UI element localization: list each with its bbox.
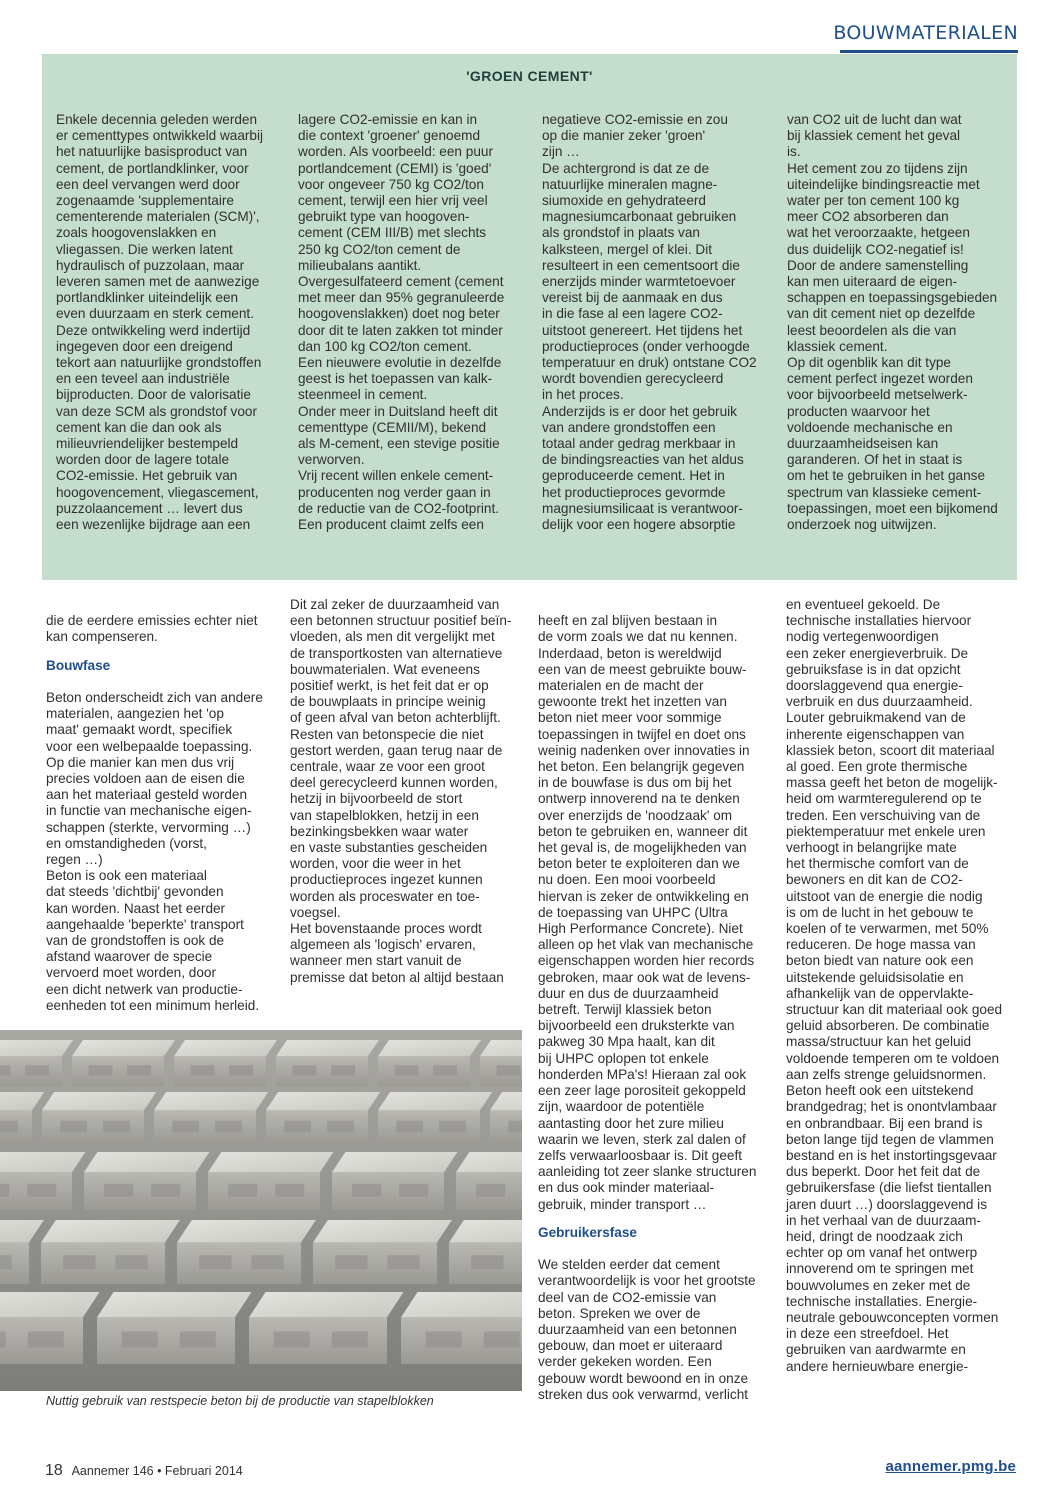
block-top (249, 1292, 404, 1317)
block-top (97, 1292, 252, 1317)
page-number: 18 (45, 1462, 63, 1479)
block-knob (228, 1184, 257, 1197)
block-top (401, 1292, 522, 1317)
block-knob (122, 1332, 158, 1348)
block-top (174, 1040, 277, 1056)
block-knob (103, 1121, 130, 1132)
block-top (154, 1092, 268, 1110)
block-knob (476, 1184, 505, 1197)
block-knob (508, 1121, 522, 1132)
block-knob (0, 1255, 12, 1269)
block-knob (275, 1184, 304, 1197)
sidebar-box-groen-cement (42, 54, 1017, 580)
block-knob (399, 1184, 428, 1197)
box-column-4: van CO2 uit de lucht dan wat bij klassiek cement het geval is. Het cement zou zo tijdens zijn uiteindelijke bindingsreactie met water per ton cement 100 kg meer CO2 absorberen dan wat het veroorzaakte, hetgeen dus duidelijk CO2-negatief is! Door de andere samenstelling kan men uiteraard de eigen- schappen en toepassingsgebieden van dit cement niet op dezelfde leest beoordelen als die van klassiek cement. Op dit ogenblik kan dit type cement perfect ingezet worden voor bijvoorbeeld metselwerk- producten waarvoor het voldoende mechanische en duurzaamheidseisen kan garanderen. Of het in staat is om het te gebruiken in het ganse spectrum van klassieke cement- toepassingen, moet een bijkomend onderzoek nog uitwijzen. (787, 112, 998, 533)
block-knob (229, 1065, 253, 1075)
block-knob (284, 1121, 311, 1132)
section-underline (840, 50, 1018, 53)
block-top (332, 1152, 457, 1172)
block-knob (0, 1065, 10, 1075)
block-knob (215, 1121, 242, 1132)
box-column-3: negatieve CO2-emissie en zou op die manier zeker 'groen' zijn … De achtergrond is dat ze de natuurlijke mineralen magne- siumoxide en gehydrateerd magnesiumcarbonaat gebruiken als grondstof in plaats van kalksteen, mergel of klei. Dit resulteert in een cementsoort die enerzijds minder warmtetoevoer vereist bij de aanmaak en dus in die fase al een lagere CO2- uitstoot genereert. Het tijdens het productieproces (onder verhoogde temperatuur en druk) ontstane CO2 wordt bovendien gerecycleerd in het proces. Anderzijds is er door het gebruik van andere grondstoffen een totaal ander gedrag merkbaar in de bindingsreacties van het aldus geproduceerde cement. Het in het productieproces gevormde magnesiumsilicaat is verantwoor- delijk voor een hogere absorptie (542, 112, 757, 533)
block-top (313, 1220, 452, 1242)
block-top (276, 1040, 379, 1056)
block-top (0, 1152, 85, 1172)
block-knob (251, 1255, 283, 1269)
block-top (42, 1092, 156, 1110)
column-3-body: heeft en zal blijven bestaan in de vorm zoals we dat nu kennen. Inderdaad, beton is wereldwijd een van de meest gebruikte bouw- materialen en de macht der gewoonte trekt het inzetten van beton niet meer voor sommige toepassingen in twijfel en doet ons weinig nadenken over innovaties in het beton. Een belangrijk gegeven in de bouwfase is dus om bij het ontwerp innoverend na te denken over enerzijds de 'noodzaak' om beton te gebruiken en, wanneer dit het geval is, de mogelijkheden van beton beter te exploiteren dan we nu doen. Een mooi voorbeeld hiervan is zeker de ontwikkeling en de toepassing van UHPC (Ultra High Performance Concrete). Niet alleen op het vlak van mechanische eigenschappen worden hier records gebroken, maar ook wat de levens- duur en dus de duurzaamheid betreft. Terwijl klassiek beton bijvoorbeeld een druksterkte van pakweg 30 Mpa haalt, kan dit bij UHPC oplopen tot enkele honderden MPa's! Hieraan zal ook een zeer lage porositeit gekoppeld zijn, waardoor de potentiële aantasting door het zure milieu waarin we leven, sterk zal dalen of zelfs verwaarloosbaar is. Dit geeft aanleiding tot zeer slanke structuren en dus ook minder materiaal- gebruik, minder transport … (538, 613, 757, 1212)
block-knob (327, 1121, 354, 1132)
block-knob (199, 1255, 231, 1269)
block-knob (0, 1332, 6, 1348)
block-knob (332, 1332, 368, 1348)
block-top (0, 1292, 100, 1317)
block-knob (484, 1332, 520, 1348)
block-knob (426, 1332, 462, 1348)
article-column-4: en eventueel gekoeld. De technische installaties hiervoor nodig vertegenwoordigen een zeker energieverbruik. De gebruiksfase is in dat opzicht doorslaggevend qua energie- verbruik en dus duurzaamheid. Louter gebruikmakend van de inherente eigenschappen van klassiek beton, scoort dit materiaal al goed. Een grote thermische massa geeft het beton de mogelijk- heid om warmteregulerend op te treden. Een verschuiving van de piektemperatuur met enkele uren verhoogt in belangrijke mate het thermische comfort van de bewoners en dit kan de CO2- uitstoot van de energie die nodig is om de lucht in het gebouw te koelen of te verwarmen, met 50% reduceren. De hoge massa van beton biedt van nature ook een uitstekende geluidsisolatie en afhankelijk van de oppervlakte- structuur kan dit materiaal ook goed geluid absorberen. De combinatie massa/structuur kan het geluid voldoende temperen om te voldoen aan zelfs strenge geluidsnormen. Beton heeft ook een uitstekend brandgedrag; het is onontvlambaar en onbrandbaar. Bij een brand is beton lange tijd tegen de vlammen bestand en is het instortingsgevaar dus beperkt. Door het feit dat de gebruikersfase (die liefst tientallen jaren duurt …) doorslaggevend is in het verhaal van de duurzaam- heid, dringt de noodzaak zich echter op om vanaf het ontwerp innoverend om te springen met bouwvolumes en zeker met de technische installaties. Energie- neutrale gebouwconcepten vormen in deze een streefdoel. Het gebruiken van aardwarmte en andere hernieuwbare energie- (786, 597, 1003, 1374)
subhead-gebruikersfase: Gebruikersfase (538, 1224, 637, 1240)
block-knob (352, 1184, 381, 1197)
article-column-3 (538, 597, 766, 1403)
block-knob (63, 1255, 95, 1269)
block-knob (172, 1121, 199, 1132)
column-1-intro: die de eerdere emissies echter niet kan compenseren. (46, 613, 258, 645)
block-top (84, 1152, 209, 1172)
block-knob (60, 1121, 87, 1132)
block-knob (89, 1065, 113, 1075)
block-top (0, 1040, 73, 1056)
block-knob (335, 1255, 367, 1269)
block-knob (497, 1065, 521, 1075)
subhead-bouwfase: Bouwfase (46, 657, 111, 673)
block-knob (25, 1065, 49, 1075)
block-top (177, 1220, 316, 1242)
column-1-body: Beton onderscheidt zich van andere materialen, aangezien het 'op maat' gemaakt wordt, specifiek voor een welbepaalde toepassing. Op die manier kan men dus vrij precies voldoen aan de eisen die aan het materiaal gesteld worden in functie van mechanische eigen- schappen (sterkte, vervorming …) en omstandigheden (vorst, regen …) Beton is ook een materiaal dat steeds 'dichtbij' gevonden kan worden. Naast het eerder aangehaalde 'beperkte' transport van de grondstoffen is ook de afstand waarover de specie vervoerd moet worden, door een dicht netwerk van productie- eenheden tot een minimum herleid. (46, 690, 263, 1013)
block-knob (387, 1255, 419, 1269)
block-knob (0, 1121, 18, 1132)
block-knob (396, 1121, 423, 1132)
block-knob (127, 1065, 151, 1075)
block-knob (28, 1332, 64, 1348)
footer-issue (45, 1462, 243, 1480)
website-link[interactable]: aannemer.pmg.be (885, 1458, 1016, 1475)
block-knob (293, 1065, 317, 1075)
block-top (72, 1040, 175, 1056)
article-column-2: Dit zal zeker de duurzaamheid van een betonnen structuur positief beïn- vloeden, als men dit vergelijkt met de transportkosten van alternatieve bouwmaterialen. Wat eveneens positief werkt, is het feit dat er op de bouwplaats in principe weinig of geen afval van beton achterblijft. Resten van betonspecie die niet gestort werden, gaan terug naar de centrale, waar ze voor een groot deel gerecycleerd kunnen worden, hetzij in bijvoorbeeld de stort van stapelblokken, hetzij in een bezinkingsbekken waar water en vaste substanties gescheiden worden, voor die weer in het productieproces ingezet kunnen worden als proceswater en toe- voegsel. Het bovenstaande proces wordt algemeen als 'logisch' ervaren, wanneer men start vanuit de premisse dat beton al altijd bestaan (290, 597, 512, 985)
column-3-after: We stelden eerder dat cement verantwoordelijk is voor het grootste deel van de CO2-emissie van beton. Spreken we over de duurzaamheid van een betonnen gebouw, dan moet er uiteraard verder gekeken worden. Een gebouw wordt bewoond en in onze streken dus ook verwarmd, verlicht (538, 1257, 756, 1402)
block-top (378, 1092, 492, 1110)
block-knob (331, 1065, 355, 1075)
block-knob (439, 1121, 466, 1132)
block-knob (433, 1065, 457, 1075)
block-knob (395, 1065, 419, 1075)
block-knob (27, 1184, 56, 1197)
block-knob (104, 1184, 133, 1197)
box-title: 'GROEN CEMENT' (466, 68, 593, 84)
block-knob (151, 1184, 180, 1197)
issue-info: Aannemer 146 • Februari 2014 (71, 1464, 243, 1478)
section-label: BOUWMATERIALEN (833, 22, 1018, 44)
article-column-1 (46, 597, 274, 1014)
photo-stacking-blocks (0, 1030, 522, 1391)
block-top (41, 1220, 180, 1242)
block-knob (115, 1255, 147, 1269)
block-top (378, 1040, 481, 1056)
block-knob (180, 1332, 216, 1348)
block-knob (0, 1184, 9, 1197)
block-top (266, 1092, 380, 1110)
block-top (208, 1152, 333, 1172)
block-knob (274, 1332, 310, 1348)
box-column-2: lagere CO2-emissie en kan in die context 'groener' genoemd worden. Als voorbeeld: een puur portlandcement (CEMI) is 'goed' voor ongeveer 750 kg CO2/ton cement, terwijl een hier vrij veel gebruikt type van hoogoven- cement (CEM III/B) met slechts 250 kg CO2/ton cement de milieubalans aantikt. Overgesulfateerd cement (cement met meer dan 95% gegranuleerde hoogovenslakken) doet nog beter door dit te laten zakken tot minder dan 100 kg CO2/ton cement. Een nieuwere evolutie in dezelfde geest is het toepassen van kalk- steenmeel in cement. Onder meer in Duitsland heeft dit cementtype (CEMII/M), bekend als M-cement, een stevige positie verworven. Vrij recent willen enkele cement- producenten nog verder gaan in de reductie van de CO2-footprint. Een producent claimt zelfs een (298, 112, 505, 533)
concrete-blocks-illustration (0, 1030, 522, 1391)
block-knob (191, 1065, 215, 1075)
block-knob (471, 1255, 503, 1269)
box-column-1: Enkele decennia geleden werden er cementtypes ontwikkeld waarbij het natuurlijke basisproduct van cement, de portlandklinker, voor een deel vervangen werd door zogenaamde 'supplementaire cementerende materialen (SCM)', zoals hoogovenslakken en vliegassen. Die werken latent hydraulisch of puzzolaan, maar leveren samen met de aanwezige portlandklinker uiteindelijk een even duurzaam en sterk cement. Deze ontwikkeling werd indertijd ingegeven door een dreigend tekort aan natuurlijke grondstoffen en een teveel aan industriële bijproducten. Door de valorisatie van deze SCM als grondstof voor cement kan die dan ook als milieuvriendelijker bestempeld worden door de lagere totale CO2-emissie. Het gebruik van hoogovencement, vliegascement, puzzolaancement … levert dus een wezenlijke bijdrage aan een (56, 112, 264, 533)
photo-caption: Nuttig gebruik van restspecie beton bij de productie van stapelblokken (46, 1394, 434, 1408)
